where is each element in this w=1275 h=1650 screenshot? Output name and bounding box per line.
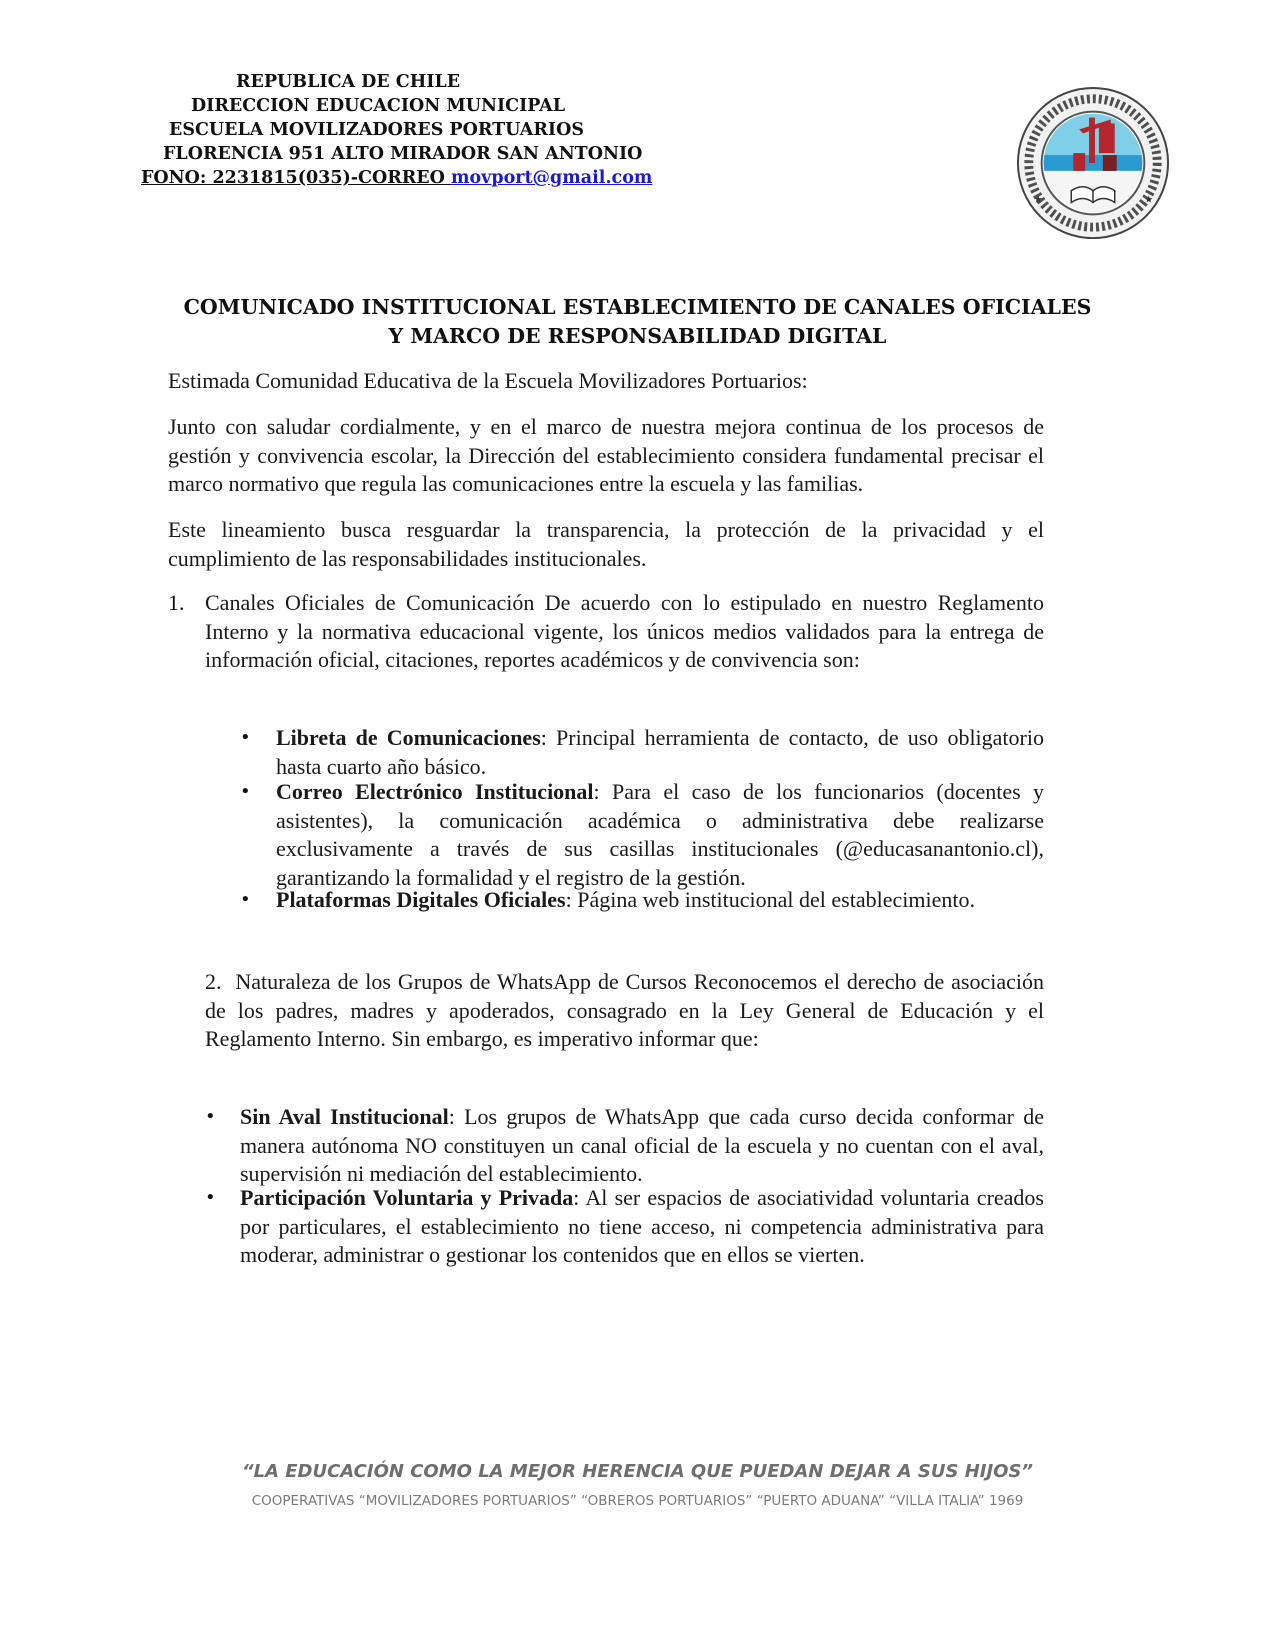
- list-item: [240, 1184, 1044, 1270]
- header-contact: [141, 166, 652, 190]
- bullet: •: [205, 1187, 216, 1208]
- list-item: [276, 724, 1044, 781]
- section1-text: Canales Oficiales de Comunicación De acuerdo con lo estipulado en nuestro Reglamento Interno y la normativa educacional vigente, los únicos medios validados para la entrega de información oficial, citaciones, reportes académicos y de convivencia son:: [205, 590, 1044, 672]
- footer-motto: “LA EDUCACIÓN COMO LA MEJOR HERENCIA QUE PUEDAN DEJAR A SUS HIJOS”: [241, 1461, 1034, 1482]
- school-seal-logo: [1014, 84, 1172, 242]
- header-school: ESCUELA MOVILIZADORES PORTUARIOS: [169, 120, 585, 140]
- header-address: FLORENCIA 951 ALTO MIRADOR SAN ANTONIO: [163, 144, 643, 164]
- section2-text: 2. Naturaleza de los Grupos de WhatsApp de Cursos Reconocemos el derecho de asociación de los padres, madres y apoderados, consagrado en la Ley General de Educación y el Reglamento Interno. Sin embargo, es imperativo informar que:: [205, 969, 1050, 1051]
- svg-text:★: ★: [1033, 194, 1043, 206]
- item-desc: : Principal herramienta de contacto, de uso obligatorio hasta cuarto año básico.: [276, 725, 1044, 779]
- header-country: REPUBLICA DE CHILE: [236, 72, 461, 92]
- item-term: Sin Aval Institucional: [240, 1104, 449, 1129]
- item-desc: : Página web institucional del establecimiento.: [565, 887, 975, 912]
- item-term: Plataformas Digitales Oficiales: [276, 887, 566, 912]
- item-desc: : Al ser espacios de asociatividad voluntaria creados por particulares, el establecimiento no tiene acceso, ni competencia administrativa para moderar, administrar o gestionar los contenidos que en ellos se vierten.: [240, 1185, 1044, 1267]
- intro-paragraph: Junto con saludar cordialmente, y en el marco de nuestra mejora continua de los procesos de gestión y convivencia escolar, la Dirección del establecimiento considera fundamental precisar el marco normativo que regula las comunicaciones entre la escuela y las familias.: [168, 414, 1044, 496]
- list-item: [240, 1103, 1044, 1189]
- bullet: •: [240, 781, 251, 802]
- document-title-line2: Y MARCO DE RESPONSABILIDAD DIGITAL: [388, 324, 887, 348]
- item-term: Correo Electrónico Institucional: [276, 779, 594, 804]
- bullet: •: [240, 727, 251, 748]
- item-desc: : Para el caso de los funcionarios (docentes y asistentes), la comunicación académica o administrativa debe realizarse exclusivamente a través de sus casillas institucionales (@educasanantonio.cl), garantizando la formalidad y el registro de la gestión.: [276, 779, 1045, 890]
- svg-text:★: ★: [1144, 194, 1154, 206]
- purpose-paragraph: Este lineamiento busca resguardar la transparencia, la protección de la privacidad y el cumplimiento de las responsabilidades institucionales.: [168, 517, 1044, 571]
- list-item: [276, 886, 1044, 915]
- header-phone: FONO: 2231815(035)-CORREO: [141, 168, 451, 188]
- item-term: Libreta de Comunicaciones: [276, 725, 541, 750]
- section1-number: 1.: [168, 590, 185, 615]
- header-direction: DIRECCION EDUCACION MUNICIPAL: [191, 96, 566, 116]
- footer-cooperatives: COOPERATIVAS “MOVILIZADORES PORTUARIOS” “OBREROS PORTUARIOS” “PUERTO ADUANA” “VILLA ITALIA” 1969: [251, 1493, 1024, 1509]
- email-link[interactable]: movport@gmail.com: [450, 168, 653, 188]
- item-term: Participación Voluntaria y Privada: [240, 1185, 574, 1210]
- document-title-line1: COMUNICADO INSTITUCIONAL ESTABLECIMIENTO DE CANALES OFICIALES: [183, 295, 1092, 319]
- greeting: Estimada Comunidad Educativa de la Escuela Movilizadores Portuarios:: [168, 368, 808, 393]
- bullet: •: [240, 889, 251, 910]
- bullet: •: [205, 1106, 216, 1127]
- item-desc: : Los grupos de WhatsApp que cada curso decida conformar de manera autónoma NO constituyen un canal oficial de la escuela y no cuentan con el aval, supervisión ni mediación del establecimiento.: [240, 1104, 1044, 1186]
- list-item: [276, 778, 1044, 892]
